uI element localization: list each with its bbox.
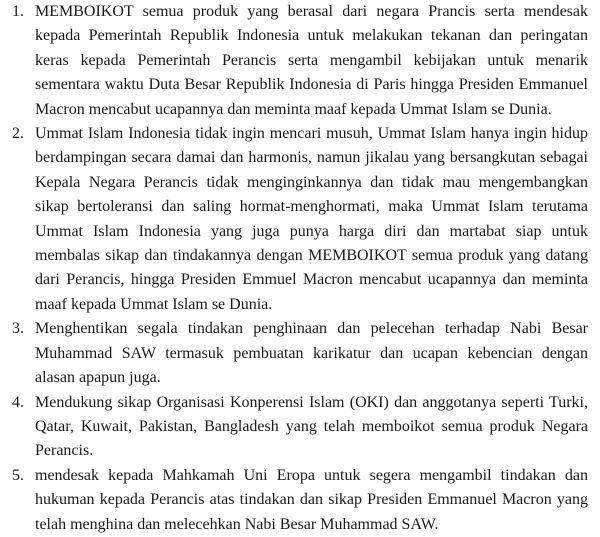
item-text: Mendukung sikap Organisasi Konperensi Islam (OKI) dan anggotanya seperti Turki, Qatar, Kuwait, Pakistan, Bangladesh yang telah memboikot semua produk Negara Perancis.: [35, 393, 588, 460]
list-item: [0, 0, 600, 122]
item-text: mendesak kepada Mahkamah Uni Eropa untuk segera mengambil tindakan dan hukuman kepada Perancis atas tindakan dan sikap Presiden Emmanuel Macron yang telah menghina dan melecehkan Nabi Besar Muhammad SAW.: [35, 466, 588, 533]
list-item: [0, 464, 600, 537]
item-number: 2.: [12, 125, 24, 143]
item-text: Menghentikan segala tindakan penghinaan dan pelecehan terhadap Nabi Besar Muhammad SAW termasuk pembuatan karikatur dan ucapan kebencian dengan alasan apapun juga.: [35, 320, 588, 387]
item-text: Ummat Islam Indonesia tidak ingin mencari musuh, Ummat Islam hanya ingin hidup berdampingan secara damai dan harmonis, namun jikalau yang bersangkutan sebagai Kepala Negara Perancis tidak menginginkannya dan tidak mau mengembangkan sikap bertoleransi dan saling hormat-menghormati, maka Ummat Islam terutama Ummat Islam Indonesia yang juga punya harga diri dan martabat siap untuk membalas sikap dan tindakannya dengan MEMBOIKOT semua produk yang datang dari Perancis, hingga Presiden Emmuel Macron mencabut ucapannya dan meminta maaf kepada Ummat Islam se Dunia.: [35, 125, 588, 313]
item-number: 3.: [12, 320, 24, 338]
list-item: [0, 391, 600, 464]
item-number: 4.: [12, 393, 24, 411]
item-text: MEMBOIKOT semua produk yang berasal dari negara Prancis serta mendesak kepada Pemerintah Republik Indonesia untuk melakukan tekanan dan peringatan keras kepada Pemerintah Perancis serta mengambil kebijakan untuk menarik sementara waktu Duta Besar Republik Indonesia di Paris hingga Presiden Emmanuel Macron mencabut ucapannya dan meminta maaf kepada Ummat Islam se Dunia.: [35, 3, 588, 118]
item-number: 5.: [12, 466, 24, 484]
list-item: [0, 317, 600, 390]
list-item: [0, 122, 600, 317]
item-number: 1.: [12, 3, 24, 20]
